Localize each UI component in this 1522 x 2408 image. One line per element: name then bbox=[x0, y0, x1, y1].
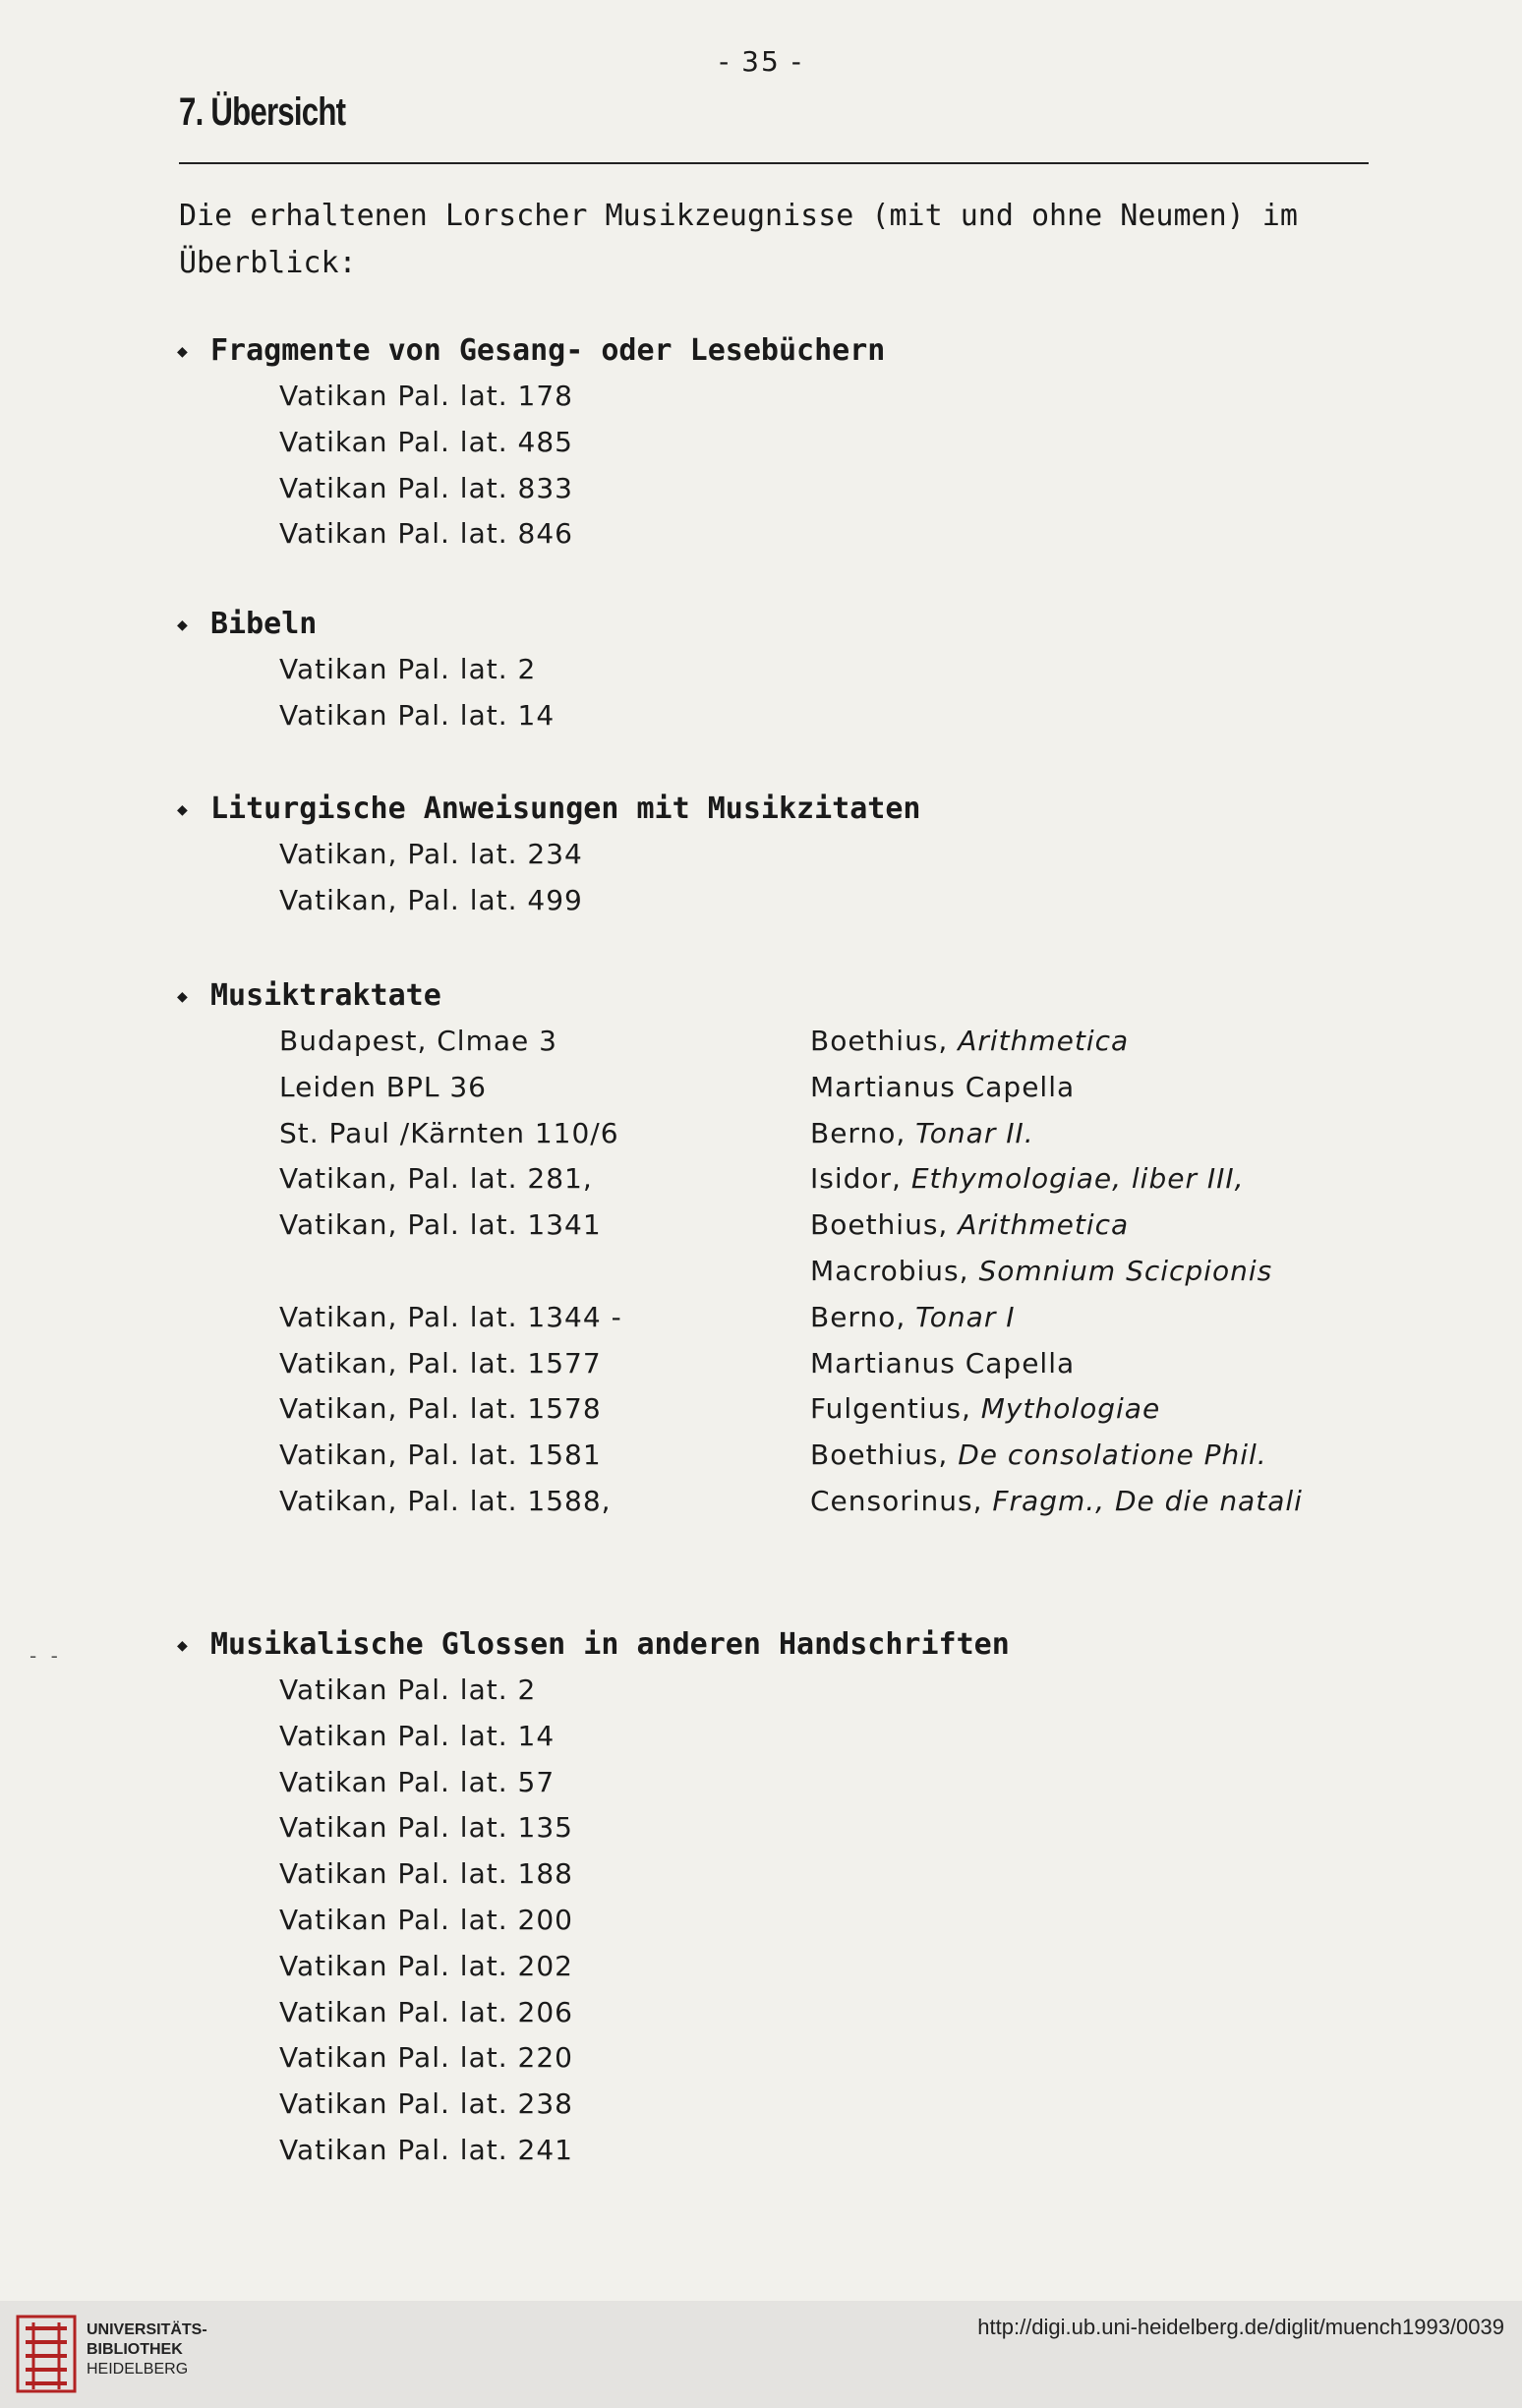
table-row: Budapest, Clmae 3 Boethius, Arithmetica bbox=[279, 1025, 1130, 1057]
list-item: Vatikan Pal. lat. 178 bbox=[279, 380, 573, 412]
list-item: Vatikan Pal. lat. 238 bbox=[279, 2087, 573, 2121]
margin-mark: - - bbox=[29, 1644, 62, 1668]
list-item: Vatikan Pal. lat. 2 bbox=[279, 653, 537, 685]
table-row: Leiden BPL 36 Martianus Capella bbox=[279, 1070, 1076, 1103]
list-item: Vatikan Pal. lat. 846 bbox=[279, 517, 573, 551]
list-item: Vatikan Pal. lat. 200 bbox=[279, 1903, 573, 1936]
title-rule bbox=[179, 162, 1369, 164]
list-item: Vatikan Pal. lat. 188 bbox=[279, 1857, 573, 1891]
table-row: Vatikan, Pal. lat. 1577 Martianus Capella bbox=[279, 1346, 1076, 1380]
list-item: Vatikan Pal. lat. 57 bbox=[279, 1765, 556, 1798]
list-item: Vatikan Pal. lat. 14 bbox=[279, 1719, 556, 1752]
table-row: Macrobius, Somnium Scicpionis bbox=[810, 1254, 1273, 1287]
list-item: Vatikan, Pal. lat. 499 bbox=[279, 883, 583, 916]
section-treatises bbox=[177, 973, 1303, 1525]
treatise-table bbox=[177, 1019, 1303, 1525]
table-row: Vatikan, Pal. lat. 1588, Censorinus, Fragm., De die natali bbox=[279, 1484, 1303, 1517]
list-item: Vatikan Pal. lat. 206 bbox=[279, 1995, 573, 2028]
item-list bbox=[177, 647, 556, 739]
bullet-icon: ◆ bbox=[177, 798, 188, 820]
section-bibles bbox=[177, 602, 556, 739]
section-title: 7. Übersicht bbox=[179, 90, 346, 134]
library-logo-icon bbox=[14, 2313, 79, 2395]
bullet-icon: ◆ bbox=[177, 614, 188, 635]
list-item: Vatikan Pal. lat. 241 bbox=[279, 2133, 573, 2166]
table-row: Vatikan, Pal. lat. 1578 Fulgentius, Mythologiae bbox=[279, 1392, 1161, 1426]
list-item: Vatikan Pal. lat. 2 bbox=[279, 1674, 537, 1706]
item-list bbox=[177, 1668, 1010, 2174]
list-item: Vatikan Pal. lat. 485 bbox=[279, 425, 573, 458]
section-glosses bbox=[177, 1622, 1010, 2174]
section-fragments bbox=[177, 328, 885, 558]
bullet-icon: ◆ bbox=[177, 340, 188, 362]
list-item: Vatikan Pal. lat. 14 bbox=[279, 698, 556, 732]
bullet-icon: ◆ bbox=[177, 1634, 188, 1656]
section-liturgical bbox=[177, 787, 920, 924]
section-heading: ◆ Liturgische Anweisungen mit Musikzitaten bbox=[177, 787, 920, 832]
table-row: Vatikan, Pal. lat. 1581 Boethius, De consolatione Phil. bbox=[279, 1439, 1267, 1472]
section-heading: ◆ Bibeln bbox=[177, 602, 317, 647]
table-row: Vatikan, Pal. lat. 281, Isidor, Ethymologiae, liber III, bbox=[279, 1162, 1245, 1196]
table-row: Vatikan, Pal. lat. 1341 Boethius, Arithmetica bbox=[279, 1208, 1130, 1242]
section-heading: ◆ Musikalische Glossen in anderen Handschriften bbox=[177, 1622, 1010, 1668]
intro-paragraph: Die erhaltenen Lorscher Musikzeugnisse (mit und ohne Neumen) im Überblick: bbox=[179, 199, 1298, 280]
page-number: - 35 - bbox=[719, 45, 803, 78]
list-item: Vatikan Pal. lat. 833 bbox=[279, 471, 573, 504]
list-item: Vatikan, Pal. lat. 234 bbox=[279, 838, 583, 870]
item-list bbox=[177, 374, 885, 558]
list-item: Vatikan Pal. lat. 202 bbox=[279, 1949, 573, 1982]
source-url-link[interactable]: http://digi.ub.uni-heidelberg.de/diglit/muench1993/0039 bbox=[977, 2315, 1504, 2339]
section-heading: ◆ Fragmente von Gesang- oder Lesebüchern bbox=[177, 328, 885, 374]
item-list bbox=[177, 832, 920, 924]
list-item: Vatikan Pal. lat. 220 bbox=[279, 2041, 573, 2075]
bullet-icon: ◆ bbox=[177, 985, 188, 1007]
section-heading: ◆ Musiktraktate bbox=[177, 973, 441, 1019]
table-row: Vatikan, Pal. lat. 1344 - Berno, Tonar I bbox=[279, 1300, 1016, 1333]
list-item: Vatikan Pal. lat. 135 bbox=[279, 1811, 573, 1845]
table-row: St. Paul /Kärnten 110/6 Berno, Tonar II. bbox=[279, 1116, 1034, 1149]
institution-name: UNIVERSITÄTS- BIBLIOTHEK HEIDELBERG bbox=[87, 2321, 207, 2378]
